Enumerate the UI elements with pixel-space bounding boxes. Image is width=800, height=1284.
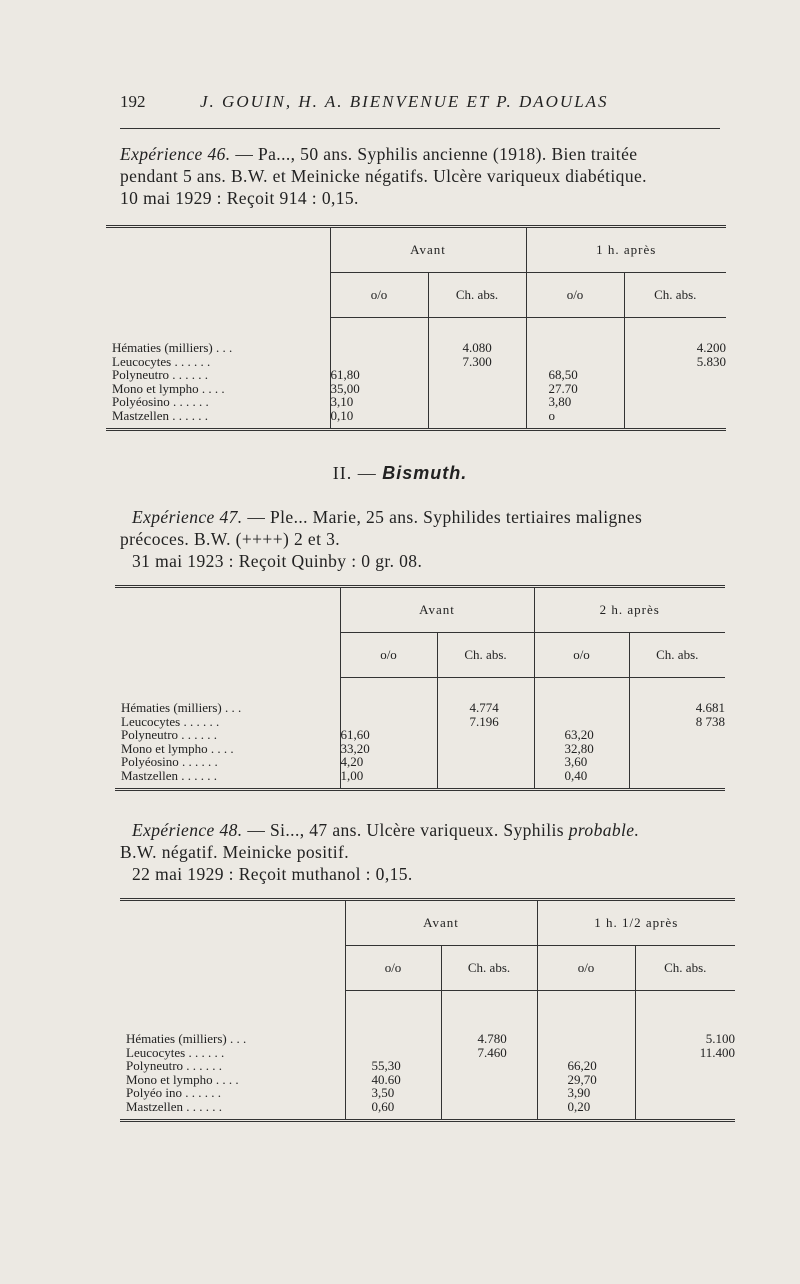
row-labels (115, 587, 340, 790)
cell: 0,40 (564, 767, 588, 783)
row-label: Polyneutro . . . . . . (121, 727, 218, 742)
cell (463, 395, 526, 409)
cell: 0,60 (371, 1098, 395, 1114)
cell: 11.400 (699, 1044, 735, 1060)
cell: 40.60 (371, 1071, 401, 1087)
subheader: o/o (526, 273, 624, 318)
row-label: Leucocytes . . . . . . (121, 713, 220, 729)
cell (549, 355, 624, 369)
cell (568, 1046, 635, 1060)
cell (470, 755, 534, 769)
column-avant-abs (441, 991, 537, 1121)
row-label: Polyéosino . . . . . . (112, 394, 209, 409)
column-avant-pct (330, 318, 428, 430)
experience-47-text (120, 506, 730, 572)
subheader: Ch. abs. (624, 273, 726, 318)
cell: 4.200 (696, 340, 726, 355)
experience-47-label: Expérience 47. (132, 507, 243, 527)
experience-48-line1-italic: probable. (568, 820, 640, 840)
cell: 32,80 (564, 740, 594, 756)
cell: o (548, 407, 555, 423)
cell: 0,20 (567, 1098, 591, 1114)
subheader: Ch. abs. (629, 633, 725, 678)
experience-48-line3: 22 mai 1929 : Reçoit muthanol : 0,15. (132, 864, 413, 884)
group-header-avant: Avant (340, 587, 534, 633)
cell: 8 738 (695, 713, 725, 729)
cell: 61,60 (340, 727, 370, 742)
cell (565, 701, 629, 715)
cell (549, 341, 624, 355)
experience-46-label: Expérience 46. (120, 144, 231, 164)
column-avant-abs (428, 318, 526, 430)
cell: 63,20 (564, 727, 594, 742)
cell: 0,10 (330, 407, 354, 423)
column-apres-abs (624, 318, 726, 430)
column-apres-pct (537, 991, 635, 1121)
cell (630, 755, 726, 769)
cell (470, 728, 534, 742)
column-apres-abs (635, 991, 735, 1121)
cell: 3,50 (371, 1085, 395, 1100)
column-apres-pct (526, 318, 624, 430)
cell (625, 382, 727, 396)
row-label: Polyéo ino . . . . . . (126, 1085, 221, 1100)
row-label: Mono et lympho . . . . (121, 740, 234, 756)
page-number: 192 (120, 92, 146, 111)
cell (341, 701, 437, 715)
row-label: Mastzellen . . . . . . (121, 767, 218, 783)
column-avant-pct (340, 678, 437, 790)
running-head: J. GOUIN, H. A. BIENVENUE ET P. DAOULAS (200, 92, 609, 111)
cell: 27.70 (548, 380, 578, 396)
experience-46-line3: 10 mai 1929 : Reçoit 914 : 0,15. (120, 188, 359, 208)
cell (636, 1059, 736, 1073)
cell: 33,20 (340, 740, 370, 756)
subheader: o/o (534, 633, 629, 678)
header-rule (120, 128, 720, 129)
subheader: Ch. abs. (437, 633, 534, 678)
cell (630, 769, 726, 783)
cell: 5.830 (696, 353, 726, 369)
experience-46-line1: — Pa..., 50 ans. Syphilis ancienne (1918). Bien traitée (230, 144, 638, 164)
section-name: Bismuth. (382, 463, 468, 483)
cell (372, 1046, 441, 1060)
cell: 4.780 (477, 1031, 507, 1046)
cell: 61,80 (330, 367, 360, 382)
subheader: o/o (345, 946, 441, 991)
cell: 3,80 (548, 394, 572, 409)
table-experience-46 (106, 225, 726, 431)
cell (478, 1073, 537, 1087)
group-header-apres: 1 h. après (526, 227, 726, 273)
experience-48-line1: — Si..., 47 ans. Ulcère variqueux. Syphilis (242, 820, 569, 840)
cell (565, 715, 629, 729)
cell (636, 1100, 736, 1114)
group-header-apres: 2 h. après (534, 587, 725, 633)
cell (625, 395, 727, 409)
row-label: Hématies (milliers) . . . (121, 700, 242, 715)
cell (625, 409, 727, 423)
cell: 7.300 (462, 353, 492, 369)
cell (625, 368, 727, 382)
experience-48-text (120, 819, 730, 885)
cell: 66,20 (567, 1058, 597, 1073)
row-label: Polyneutro . . . . . . (112, 367, 209, 382)
row-label: Hématies (milliers) . . . (112, 340, 233, 355)
cell (463, 382, 526, 396)
cell: 4,20 (340, 754, 364, 769)
cell: 3,60 (564, 754, 588, 769)
subheader: Ch. abs. (428, 273, 526, 318)
cell (341, 715, 437, 729)
subheader: Ch. abs. (441, 946, 537, 991)
group-header-apres: 1 h. 1/2 après (537, 900, 735, 946)
row-label: Mono et lympho . . . . (112, 380, 225, 396)
page-header (120, 92, 720, 122)
subheader: o/o (330, 273, 428, 318)
cell (470, 742, 534, 756)
column-avant-pct (345, 991, 441, 1121)
row-label: Leucocytes . . . . . . (126, 1044, 225, 1060)
row-labels (106, 227, 330, 430)
cell (636, 1073, 736, 1087)
section-title (0, 463, 800, 484)
cell: 5.100 (705, 1031, 735, 1046)
experience-48-label: Expérience 48. (132, 820, 243, 840)
experience-47-line3: 31 mai 1923 : Reçoit Quinby : 0 gr. 08. (132, 551, 423, 571)
subheader: o/o (537, 946, 635, 991)
cell: 3,10 (330, 394, 354, 409)
cell (478, 1086, 537, 1100)
column-apres-pct (534, 678, 629, 790)
row-label: Mastzellen . . . . . . (112, 407, 209, 423)
cell: 35,00 (330, 380, 360, 396)
cell: 4.681 (695, 700, 725, 715)
cell: 3,90 (567, 1085, 591, 1100)
cell (636, 1086, 736, 1100)
cell: 4.774 (469, 700, 499, 715)
table-experience-48 (120, 898, 735, 1122)
cell (372, 1032, 441, 1046)
cell: 4.080 (462, 340, 492, 355)
experience-48-line2: B.W. négatif. Meinicke positif. (120, 842, 350, 862)
cell: 1,00 (340, 767, 364, 783)
cell (568, 1032, 635, 1046)
subheader: Ch. abs. (635, 946, 735, 991)
cell (331, 341, 428, 355)
table-experience-47 (115, 585, 725, 791)
column-apres-abs (629, 678, 725, 790)
cell (630, 728, 726, 742)
cell (630, 742, 726, 756)
cell: 29,70 (567, 1071, 597, 1087)
experience-47-line2: précoces. B.W. (++++) 2 et 3. (120, 529, 341, 549)
cell: 7.196 (469, 713, 499, 729)
group-header-avant: Avant (345, 900, 537, 946)
cell (463, 409, 526, 423)
cell (470, 769, 534, 783)
cell (463, 368, 526, 382)
experience-47-line1: — Ple... Marie, 25 ans. Syphilides tertiaires malignes (242, 507, 643, 527)
experience-46-text (120, 143, 730, 209)
cell (478, 1059, 537, 1073)
row-label: Hématies (milliers) . . . (126, 1031, 247, 1046)
cell: 55,30 (371, 1058, 401, 1073)
group-header-avant: Avant (330, 227, 526, 273)
column-avant-abs (437, 678, 534, 790)
row-label: Leucocytes . . . . . . (112, 353, 211, 369)
cell: 7.460 (477, 1044, 507, 1060)
experience-46-line2: pendant 5 ans. B.W. et Meinicke négatifs. Ulcère variqueux diabétique. (120, 166, 647, 186)
row-label: Mastzellen . . . . . . (126, 1098, 223, 1114)
cell (331, 355, 428, 369)
section-numeral: II. — (332, 463, 383, 483)
row-label: Polyéosino . . . . . . (121, 754, 218, 769)
row-labels (120, 900, 345, 1121)
cell (478, 1100, 537, 1114)
row-label: Polyneutro . . . . . . (126, 1058, 223, 1073)
cell: 68,50 (548, 367, 578, 382)
subheader: o/o (340, 633, 437, 678)
row-label: Mono et lympho . . . . (126, 1071, 239, 1087)
